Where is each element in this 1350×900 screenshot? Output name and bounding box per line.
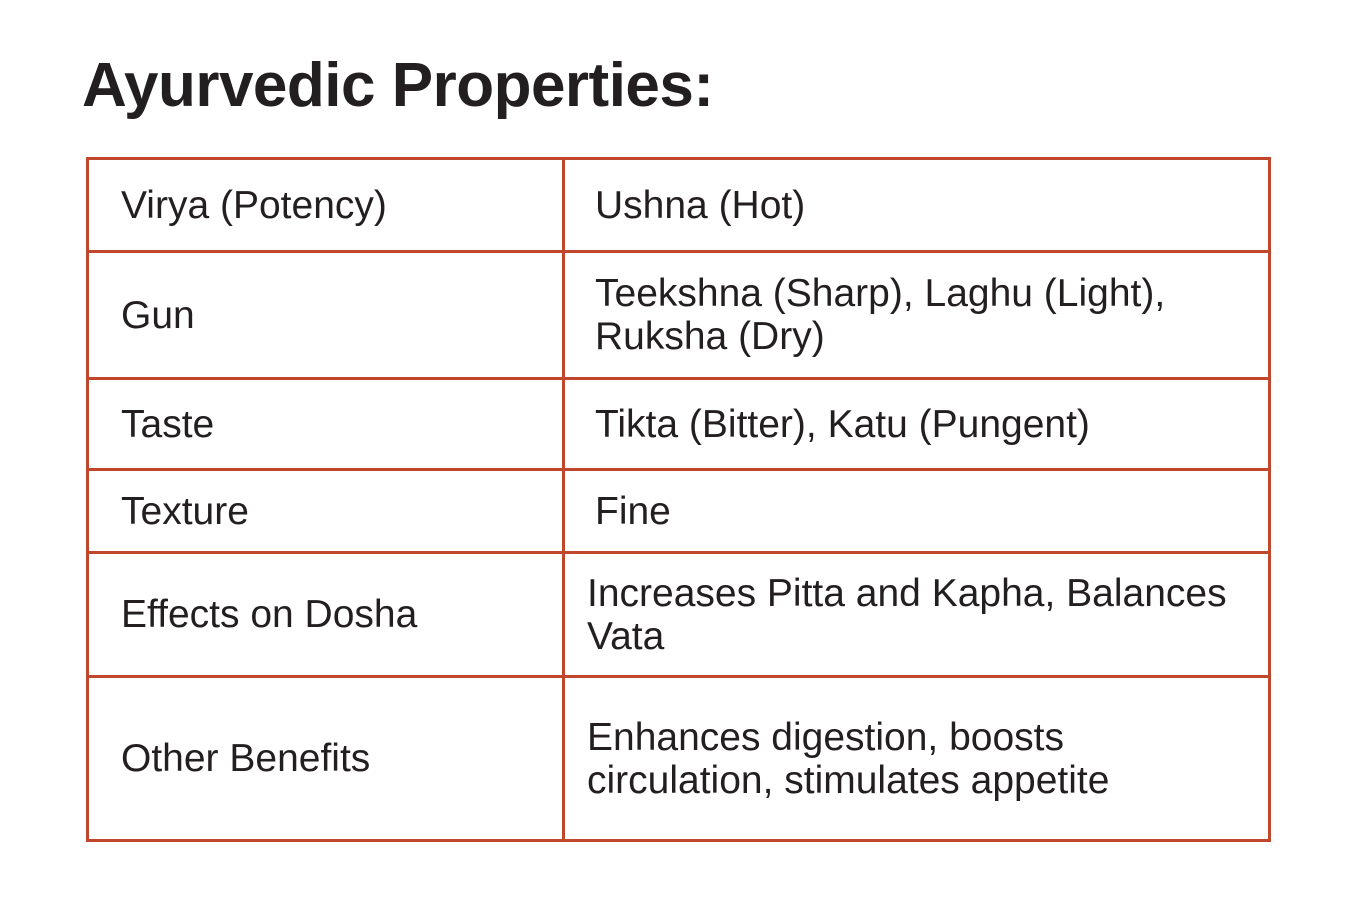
table-row: [88, 252, 1270, 379]
property-value: Ushna (Hot): [564, 159, 1270, 252]
table-row: [88, 553, 1270, 677]
property-value: Enhances digestion, boosts circulation, stimulates appetite: [564, 677, 1270, 841]
property-label: Gun: [88, 252, 564, 379]
property-label: Taste: [88, 379, 564, 470]
property-value: Fine: [564, 470, 1270, 553]
property-value: Tikta (Bitter), Katu (Pungent): [564, 379, 1270, 470]
table-row: [88, 159, 1270, 252]
property-value: Increases Pitta and Kapha, Balances Vata: [564, 553, 1270, 677]
property-label: Effects on Dosha: [88, 553, 564, 677]
property-label: Texture: [88, 470, 564, 553]
property-label: Virya (Potency): [88, 159, 564, 252]
table-row: [88, 379, 1270, 470]
table-row: [88, 677, 1270, 841]
table-row: [88, 470, 1270, 553]
property-value: Teekshna (Sharp), Laghu (Light), Ruksha (Dry): [564, 252, 1270, 379]
page-title: Ayurvedic Properties:: [82, 51, 714, 120]
property-label: Other Benefits: [88, 677, 564, 841]
properties-table: [86, 157, 1271, 842]
